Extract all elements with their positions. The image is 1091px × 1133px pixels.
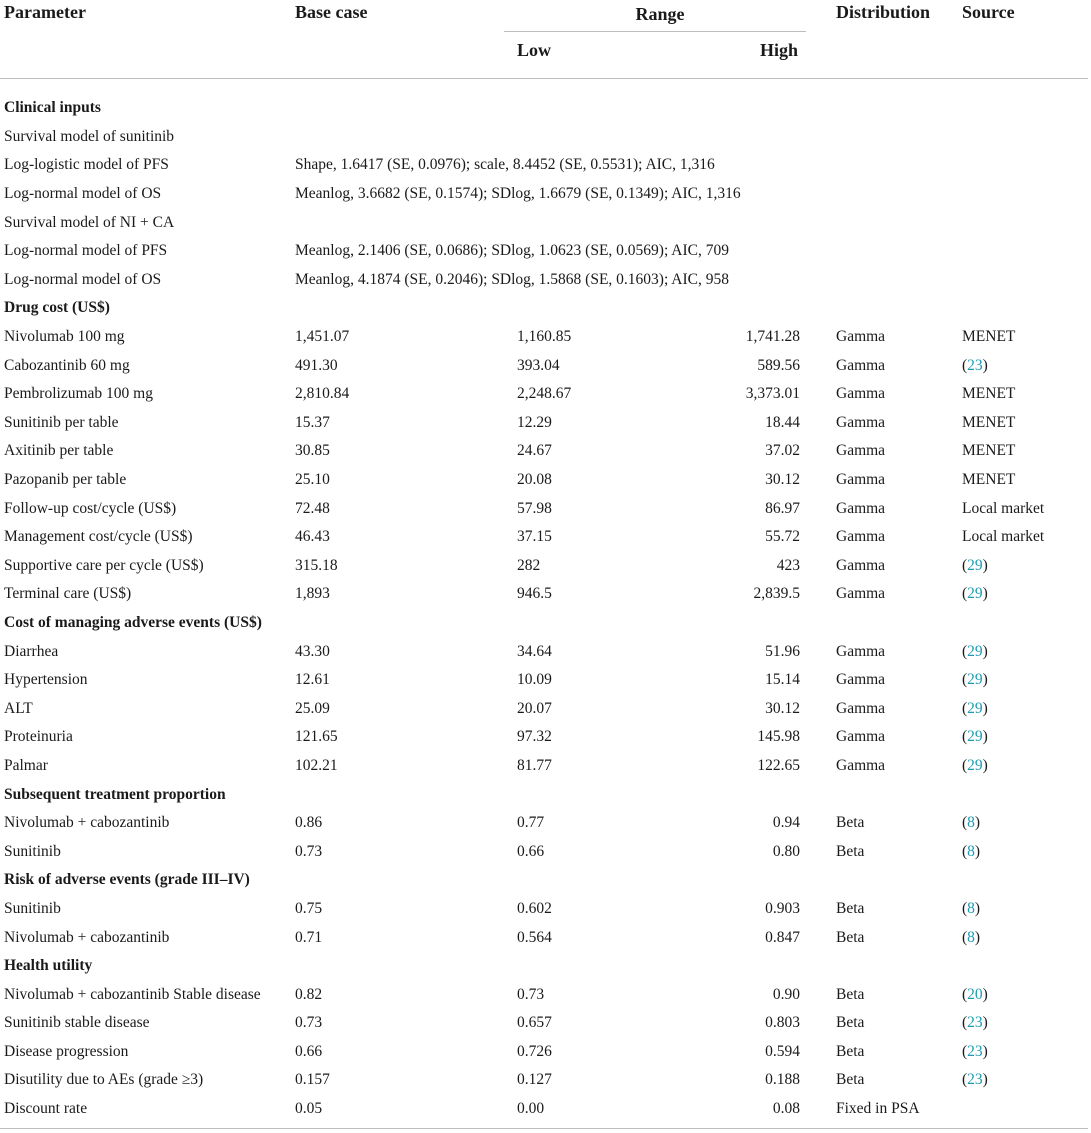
base-case-value: 0.05 xyxy=(295,1100,323,1118)
range-low-value: 24.67 xyxy=(517,442,552,460)
reference-link[interactable]: 23 xyxy=(967,1071,983,1089)
range-low-value: 282 xyxy=(517,556,541,574)
table-row xyxy=(0,351,1088,380)
header-low: Low xyxy=(517,40,552,60)
distribution-value: Gamma xyxy=(836,328,886,346)
parameter-label: Proteinuria xyxy=(4,728,73,746)
range-low-value: 0.602 xyxy=(517,899,552,917)
distribution-value: Beta xyxy=(836,899,865,917)
reference-link[interactable]: 8 xyxy=(967,842,975,860)
paren-open: ( xyxy=(962,556,968,574)
table-row xyxy=(0,409,1088,438)
base-case-value: 15.37 xyxy=(295,413,330,431)
model-parameters: Shape, 1.6417 (SE, 0.0976); scale, 8.4452 (SE, 0.5531); AIC, 1,316 xyxy=(295,156,715,174)
base-case-value: 315.18 xyxy=(295,556,338,574)
table-row xyxy=(0,180,1088,209)
reference-link[interactable]: 29 xyxy=(967,728,983,746)
range-low-value: 2,248.67 xyxy=(517,385,572,403)
paren-open: ( xyxy=(962,585,968,603)
paren-close: ) xyxy=(982,985,988,1003)
base-case-value: 491.30 xyxy=(295,356,338,374)
paren-close: ) xyxy=(982,699,988,717)
source-cell xyxy=(956,351,1088,380)
range-low-value: 0.657 xyxy=(517,1014,552,1032)
paren-close: ) xyxy=(982,1014,988,1032)
range-high-value: 30.12 xyxy=(765,699,800,717)
table-row xyxy=(0,552,1088,581)
paren-open: ( xyxy=(962,899,968,917)
base-case-value: 0.73 xyxy=(295,842,323,860)
parameter-label: Sunitinib stable disease xyxy=(4,1014,150,1032)
section-row xyxy=(0,84,1088,123)
range-high-value: 51.96 xyxy=(765,642,800,660)
source-cell xyxy=(956,580,1088,609)
paren-close: ) xyxy=(982,1071,988,1089)
base-case-value: 72.48 xyxy=(295,499,330,517)
range-high-value: 15.14 xyxy=(765,671,800,689)
range-low-value: 0.00 xyxy=(517,1100,545,1118)
range-high-value: 145.98 xyxy=(757,728,800,746)
reference-link[interactable]: 23 xyxy=(967,1014,983,1032)
table-row xyxy=(0,752,1088,781)
base-case-value: 0.86 xyxy=(295,814,323,832)
source-cell xyxy=(956,895,1088,924)
parameter-label: Nivolumab + cabozantinib Stable disease xyxy=(4,985,261,1003)
reference-link[interactable]: 23 xyxy=(967,1042,983,1060)
range-low-value: 1,160.85 xyxy=(517,328,572,346)
parameter-label: Diarrhea xyxy=(4,642,59,660)
range-low-value: 97.32 xyxy=(517,728,552,746)
distribution-value: Gamma xyxy=(836,728,886,746)
reference-link[interactable]: 29 xyxy=(967,642,983,660)
parameter-label: Management cost/cycle (US$) xyxy=(4,528,193,546)
section-row xyxy=(0,952,1088,981)
header-range xyxy=(502,0,818,32)
distribution-value: Beta xyxy=(836,928,865,946)
source-cell xyxy=(956,637,1088,666)
range-low-value: 20.07 xyxy=(517,699,552,717)
source-cell xyxy=(956,752,1088,781)
table-row xyxy=(0,837,1088,866)
table-row xyxy=(0,151,1088,180)
paren-open: ( xyxy=(962,642,968,660)
source-cell xyxy=(956,1038,1088,1067)
paren-close: ) xyxy=(982,1042,988,1060)
table-row xyxy=(0,1009,1088,1038)
source-cell xyxy=(956,923,1088,952)
table-header xyxy=(0,0,1088,84)
range-divider xyxy=(504,31,806,32)
parameter-label: Terminal care (US$) xyxy=(4,585,132,603)
distribution-value: Gamma xyxy=(836,585,886,603)
table-row xyxy=(0,1066,1088,1095)
distribution-value: Beta xyxy=(836,814,865,832)
reference-link[interactable]: 8 xyxy=(967,814,975,832)
source-cell xyxy=(956,666,1088,695)
range-high-value: 0.594 xyxy=(765,1042,800,1060)
source-cell xyxy=(956,694,1088,723)
table-row xyxy=(0,980,1088,1009)
base-case-value: 1,451.07 xyxy=(295,328,350,346)
source-cell xyxy=(956,837,1088,866)
distribution-value: Fixed in PSA xyxy=(836,1100,920,1118)
header-source: Source xyxy=(962,2,1015,22)
source-cell xyxy=(956,723,1088,752)
reference-link[interactable]: 29 xyxy=(967,671,983,689)
parameter-label: Nivolumab + cabozantinib xyxy=(4,928,170,946)
paren-close: ) xyxy=(974,899,981,917)
paren-open: ( xyxy=(962,814,968,832)
table-row xyxy=(0,466,1088,495)
header-distribution: Distribution xyxy=(836,2,931,22)
source-cell: Local market xyxy=(962,499,1045,517)
paren-open: ( xyxy=(962,756,968,774)
base-case-value: 43.30 xyxy=(295,642,330,660)
distribution-value: Gamma xyxy=(836,556,886,574)
paren-close: ) xyxy=(982,585,988,603)
parameter-label: Supportive care per cycle (US$) xyxy=(4,556,204,574)
source-cell: MENET xyxy=(962,413,1016,431)
source-cell xyxy=(956,1095,1088,1124)
distribution-value: Gamma xyxy=(836,413,886,431)
table-row xyxy=(0,380,1088,409)
section-heading: Cost of managing adverse events (US$) xyxy=(4,613,262,631)
parameter-label: Log-normal model of OS xyxy=(4,185,162,203)
parameter-label: Hypertension xyxy=(4,671,88,689)
base-case-value: 2,810.84 xyxy=(295,385,350,403)
reference-link[interactable]: 8 xyxy=(967,928,975,946)
paren-close: ) xyxy=(982,756,988,774)
table-row xyxy=(0,580,1088,609)
range-high-value: 0.94 xyxy=(772,814,800,832)
range-low-value: 0.127 xyxy=(517,1071,552,1089)
range-high-value: 55.72 xyxy=(765,528,800,546)
range-low-value: 81.77 xyxy=(517,756,552,774)
range-high-value: 3,373.01 xyxy=(745,385,800,403)
parameter-label: Nivolumab 100 mg xyxy=(4,328,125,346)
parameter-label: Palmar xyxy=(4,756,48,774)
paren-close: ) xyxy=(982,556,988,574)
paren-open: ( xyxy=(962,842,968,860)
range-high-value: 423 xyxy=(776,556,800,574)
reference-link[interactable]: 23 xyxy=(967,356,983,374)
range-high-value: 122.65 xyxy=(757,756,800,774)
range-high-value: 2,839.5 xyxy=(753,585,800,603)
base-case-value: 0.157 xyxy=(295,1071,330,1089)
parameter-label: Sunitinib per table xyxy=(4,413,119,431)
range-high-value: 0.90 xyxy=(772,985,800,1003)
paren-open: ( xyxy=(962,699,968,717)
distribution-value: Gamma xyxy=(836,442,886,460)
parameter-label: ALT xyxy=(4,699,33,717)
range-low-value: 0.77 xyxy=(517,814,545,832)
base-case-value: 0.75 xyxy=(295,899,323,917)
reference-link[interactable]: 29 xyxy=(967,585,983,603)
distribution-value: Beta xyxy=(836,985,865,1003)
source-cell: MENET xyxy=(962,442,1016,460)
parameter-label: Log-logistic model of PFS xyxy=(4,156,169,174)
range-high-value: 0.08 xyxy=(772,1100,800,1118)
range-low-value: 0.66 xyxy=(517,842,545,860)
range-low-value: 0.564 xyxy=(517,928,552,946)
header-base-case: Base case xyxy=(295,2,368,22)
range-low-value: 20.08 xyxy=(517,471,552,489)
range-high-value: 0.847 xyxy=(765,928,800,946)
paren-close: ) xyxy=(982,642,988,660)
table-row xyxy=(0,694,1088,723)
table-row xyxy=(0,666,1088,695)
section-row xyxy=(0,609,1088,638)
parameter-label: Log-normal model of PFS xyxy=(4,242,168,260)
source-cell: MENET xyxy=(962,385,1016,403)
parameter-label: Cabozantinib 60 mg xyxy=(4,356,130,374)
section-row xyxy=(0,294,1088,323)
range-low-value: 57.98 xyxy=(517,499,552,517)
table-row xyxy=(0,1038,1088,1067)
header-divider xyxy=(0,78,1088,79)
section-row xyxy=(0,780,1088,809)
base-case-value: 0.82 xyxy=(295,985,323,1003)
paren-open: ( xyxy=(962,356,968,374)
distribution-value: Beta xyxy=(836,1071,865,1089)
reference-link[interactable]: 29 xyxy=(967,699,983,717)
model-parameters: Meanlog, 2.1406 (SE, 0.0686); SDlog, 1.0623 (SE, 0.0569); AIC, 709 xyxy=(295,242,729,260)
reference-link[interactable]: 8 xyxy=(967,899,975,917)
base-case-value: 46.43 xyxy=(295,528,330,546)
parameter-label: Sunitinib xyxy=(4,899,61,917)
base-case-value: 1,893 xyxy=(295,585,330,603)
source-cell xyxy=(956,809,1088,838)
range-high-value: 0.903 xyxy=(765,899,800,917)
range-high-value: 30.12 xyxy=(765,471,800,489)
range-low-value: 946.5 xyxy=(517,585,552,603)
table-row xyxy=(0,895,1088,924)
parameter-label: Pazopanib per table xyxy=(4,471,127,489)
header-high: High xyxy=(759,40,798,60)
range-high-value: 37.02 xyxy=(765,442,800,460)
paren-open: ( xyxy=(962,728,968,746)
range-low-value: 393.04 xyxy=(517,356,560,374)
distribution-value: Gamma xyxy=(836,528,886,546)
section-heading: Clinical inputs xyxy=(4,99,101,117)
base-case-value: 25.10 xyxy=(295,471,330,489)
base-case-value: 0.71 xyxy=(295,928,323,946)
parameter-label: Log-normal model of OS xyxy=(4,270,162,288)
range-high-value: 18.44 xyxy=(765,413,800,431)
distribution-value: Gamma xyxy=(836,699,886,717)
table-row xyxy=(0,208,1088,237)
paren-open: ( xyxy=(962,1071,968,1089)
model-parameters: Meanlog, 3.6682 (SE, 0.1574); SDlog, 1.6679 (SE, 0.1349); AIC, 1,316 xyxy=(295,185,741,203)
distribution-value: Gamma xyxy=(836,499,886,517)
source-cell: MENET xyxy=(962,328,1016,346)
range-high-value: 1,741.28 xyxy=(745,328,800,346)
paren-open: ( xyxy=(962,1042,968,1060)
distribution-value: Gamma xyxy=(836,756,886,774)
header-parameter: Parameter xyxy=(4,2,86,22)
table-row xyxy=(0,523,1088,552)
range-high-value: 0.188 xyxy=(765,1071,800,1089)
distribution-value: Gamma xyxy=(836,642,886,660)
parameter-label: Pembrolizumab 100 mg xyxy=(4,385,153,403)
base-case-value: 102.21 xyxy=(295,756,338,774)
table-row xyxy=(0,123,1088,152)
parameter-label: Follow-up cost/cycle (US$) xyxy=(4,499,177,517)
table-row xyxy=(0,437,1088,466)
parameter-label: Sunitinib xyxy=(4,842,61,860)
parameter-label: Axitinib per table xyxy=(4,442,114,460)
header-range-label: Range xyxy=(635,4,685,24)
source-cell: MENET xyxy=(962,471,1016,489)
range-low-value: 0.73 xyxy=(517,985,545,1003)
range-high-value: 0.80 xyxy=(772,842,800,860)
distribution-value: Gamma xyxy=(836,671,886,689)
source-cell xyxy=(956,980,1088,1009)
section-heading: Drug cost (US$) xyxy=(4,299,110,317)
distribution-value: Gamma xyxy=(836,471,886,489)
paren-open: ( xyxy=(962,928,968,946)
paren-close: ) xyxy=(974,928,981,946)
distribution-value: Beta xyxy=(836,1014,865,1032)
range-low-value: 12.29 xyxy=(517,413,552,431)
table-body xyxy=(0,84,1088,1123)
table-row xyxy=(0,323,1088,352)
source-cell: Local market xyxy=(962,528,1045,546)
table-row xyxy=(0,809,1088,838)
range-low-value: 10.09 xyxy=(517,671,552,689)
table-row xyxy=(0,923,1088,952)
base-case-value: 30.85 xyxy=(295,442,330,460)
paren-close: ) xyxy=(974,842,981,860)
distribution-value: Gamma xyxy=(836,385,886,403)
source-cell xyxy=(956,552,1088,581)
paren-close: ) xyxy=(974,814,981,832)
distribution-value: Beta xyxy=(836,842,865,860)
parameter-label: Nivolumab + cabozantinib xyxy=(4,814,170,832)
paren-open: ( xyxy=(962,985,968,1003)
distribution-value: Gamma xyxy=(836,356,886,374)
table-row xyxy=(0,723,1088,752)
table-bottom-rule xyxy=(0,1128,1088,1129)
parameter-label: Discount rate xyxy=(4,1100,88,1118)
table-row xyxy=(0,1095,1088,1124)
table-row xyxy=(0,494,1088,523)
base-case-value: 121.65 xyxy=(295,728,338,746)
parameter-label: Disutility due to AEs (grade ≥3) xyxy=(4,1071,204,1089)
parameter-label: Survival model of NI + CA xyxy=(4,213,175,231)
reference-link[interactable]: 29 xyxy=(967,556,983,574)
section-heading: Subsequent treatment proportion xyxy=(4,785,226,803)
base-case-value: 0.66 xyxy=(295,1042,323,1060)
section-heading: Health utility xyxy=(4,957,93,975)
section-heading: Risk of adverse events (grade III–IV) xyxy=(4,871,250,889)
range-low-value: 34.64 xyxy=(517,642,552,660)
source-cell xyxy=(956,1066,1088,1095)
range-high-value: 589.56 xyxy=(757,356,800,374)
reference-link[interactable]: 20 xyxy=(967,985,983,1003)
base-case-value: 0.73 xyxy=(295,1014,323,1032)
table-row xyxy=(0,637,1088,666)
paren-open: ( xyxy=(962,671,968,689)
base-case-value: 12.61 xyxy=(295,671,330,689)
parameter-label: Survival model of sunitinib xyxy=(4,127,175,145)
range-high-value: 0.803 xyxy=(765,1014,800,1032)
range-low-value: 37.15 xyxy=(517,528,552,546)
section-row xyxy=(0,866,1088,895)
paren-close: ) xyxy=(982,356,988,374)
model-parameters: Meanlog, 4.1874 (SE, 0.2046); SDlog, 1.5868 (SE, 0.1603); AIC, 958 xyxy=(295,270,729,288)
parameter-label: Disease progression xyxy=(4,1042,129,1060)
reference-link[interactable]: 29 xyxy=(967,756,983,774)
paren-close: ) xyxy=(982,671,988,689)
paren-open: ( xyxy=(962,1014,968,1032)
range-high-value: 86.97 xyxy=(765,499,800,517)
range-low-value: 0.726 xyxy=(517,1042,552,1060)
table-row xyxy=(0,266,1088,295)
distribution-value: Beta xyxy=(836,1042,865,1060)
paren-close: ) xyxy=(982,728,988,746)
table-row xyxy=(0,237,1088,266)
base-case-value: 25.09 xyxy=(295,699,330,717)
source-cell xyxy=(956,1009,1088,1038)
